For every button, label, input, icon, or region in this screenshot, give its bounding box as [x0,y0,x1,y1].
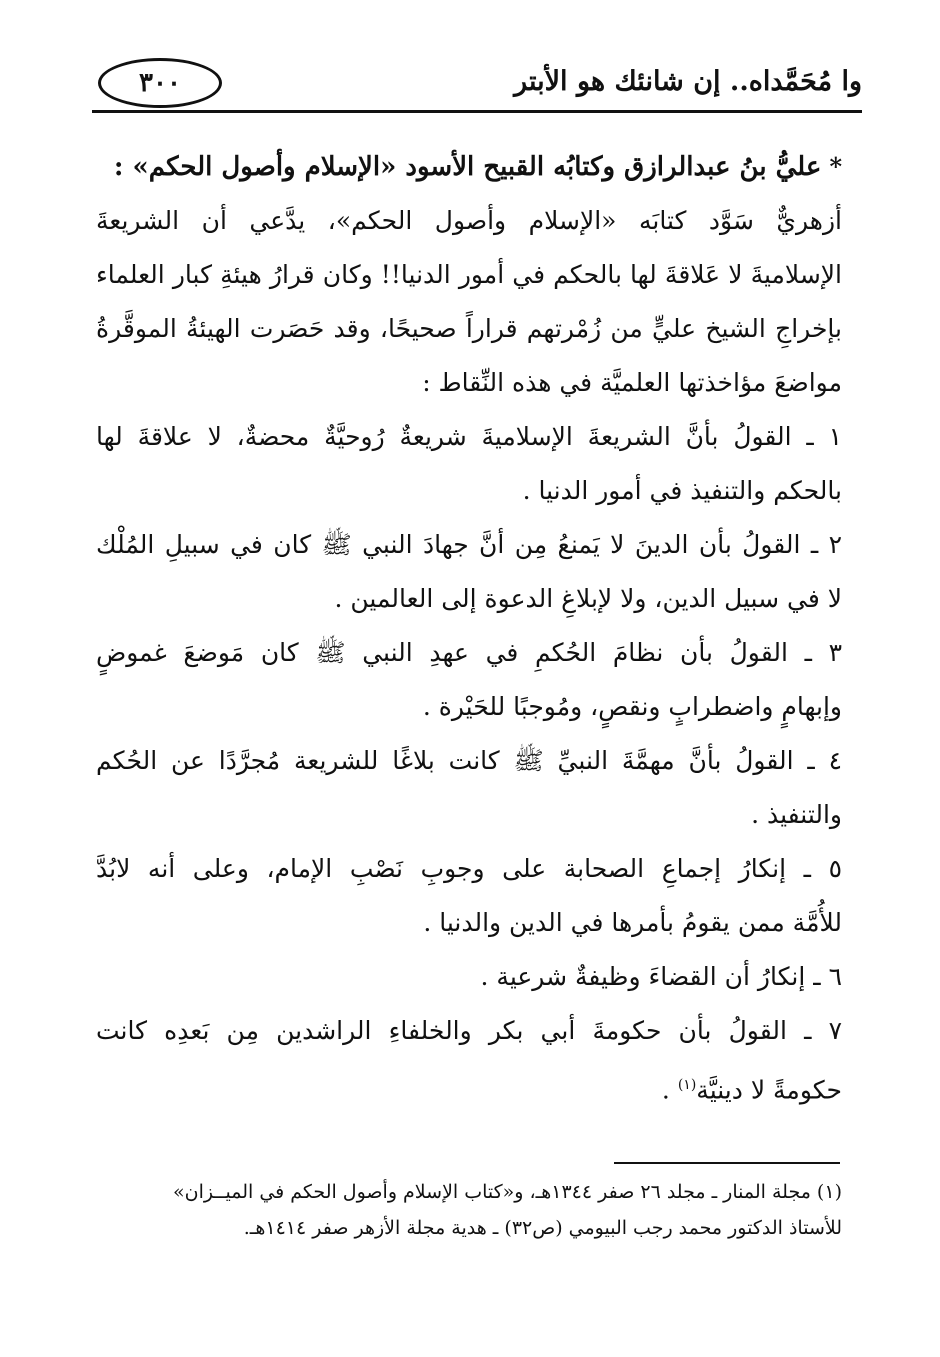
page-number: ٣٠٠ [98,58,222,108]
asterisk-marker: * [829,152,842,181]
point-5-line: ٥ ـ إنكارُ إجماعِ الصحابة على وجوبِ نَصْبِ الإمام، وعلى أنه لابُدَّ [96,854,842,883]
point-4-line: ٤ ـ القولُ بأنَّ مهمَّةَ النبيِّ ﷺ كانت بلاغًا للشريعة مُجرَّدًا عن الحُكم [96,746,842,775]
point-7-text: حكومةً لا دينيَّة [696,1075,842,1105]
point-1-line: بالحكم والتنفيذ في أمور الدنيا . [522,476,842,505]
page-header [92,58,862,120]
final-period: . [661,1075,678,1105]
intro-line: أزهريٌّ سَوَّد كتابَه «الإسلام وأصول الحكم»، يدَّعي أن الشريعةَ [96,206,842,235]
point-2-line: ٢ ـ القولُ بأن الدينَ لا يَمنعُ مِن أنَّ جهادَ النبي ﷺ كان في سبيلِ المُلْك [96,530,842,559]
point-4-line: والتنفيذ . [751,800,842,829]
point-1-line: ١ ـ القولُ بأنَّ الشريعةَ الإسلاميةَ شريعةٌ رُوحيَّةٌ محضةٌ، لا علاقةَ لها [96,422,842,451]
point-3-line: وإبهامٍ واضطرابٍ ونقصٍ، ومُوجبًا للحَيْرة . [422,692,842,721]
footnotes [96,1174,842,1246]
point-7-line [96,1058,842,1112]
footnote-rule [614,1162,840,1164]
point-3-line: ٣ ـ القولُ بأن نظامَ الحُكمِ في عهدِ النبي ﷺ كان مَوضعَ غموضٍ [96,638,842,667]
intro-line: بإخراجِ الشيخ عليٍّ من زُمْرتهم قراراً صحيحًا، وقد حَصَرت الهيئةُ الموقَّرةُ [96,314,842,343]
point-6-line: ٦ ـ إنكارُ أن القضاءَ وظيفةٌ شرعية . [480,962,842,991]
footnote-reference[interactable]: (١) [677,1077,697,1093]
body-text [96,140,842,1112]
intro-line: الإسلاميةَ لا عَلاقةَ لها بالحكم في أمور الدنيا!! وكان قرارُ هيئةِ كبار العلماء [96,260,842,289]
footnote-line: (١) مجلة المنار ـ مجلد ٢٦ صفر ١٣٤٤هـ، و«كتاب الإسلام وأصول الحكم في الميــزان» [173,1181,842,1203]
section-heading [96,140,842,194]
running-title: وا مُحَمَّداه.. إن شانئك هو الأبتر [514,66,862,97]
point-5-line: للأُمَّة ممن يقومُ بأمرها في الدين والدنيا . [423,908,842,937]
footnote-line: للأستاذ الدكتور محمد رجب البيومي (ص٣٢) ـ هدية مجلة الأزهر صفر ١٤١٤هـ. [243,1217,842,1239]
section-heading-text: عليُّ بنُ عبدالرازق وكتابُه القبيح الأسود «الإسلام وأصول الحكم» : [113,152,822,182]
point-2-line: لا في سبيل الدين، ولا لإبلاغِ الدعوة إلى العالمين . [334,584,842,613]
intro-line: مواضعَ مؤاخذتها العلميَّة في هذه النِّقاط : [422,368,842,397]
point-7-line: ٧ ـ القولُ بأن حكومةَ أبي بكر والخلفاءِ الراشدين مِن بَعدِه كانت [96,1016,842,1045]
header-rule [92,110,862,113]
